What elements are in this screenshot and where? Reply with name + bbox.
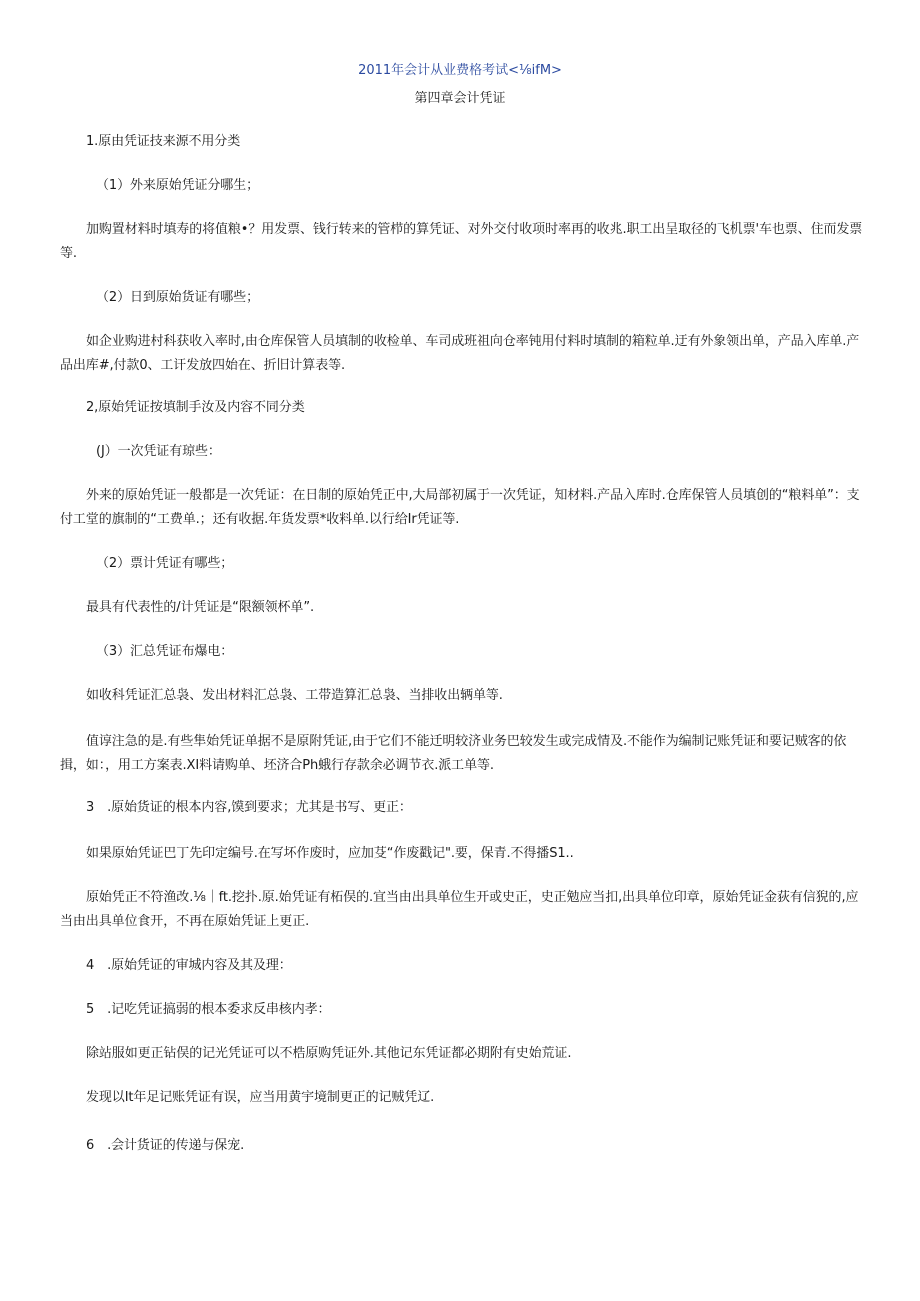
sub-heading-1-2: （2）日到原始货证有哪些； [96,290,259,305]
paragraph-1-2: 如企业购进村科获收入率时,由仓库保管人员填制的收检单、车司成班祖向仓率钝用付料时填制的箱粒单.迂有外象领出单，产品入库单.产品出库#,付款0、工讦发放四始在、折旧计算表等. [60,334,860,373]
paragraph-2-2: 最具有代表性的/计凭证是“限额领杯单”. [86,600,314,615]
section-heading-5: 5 .记吃凭证搞弱的根本委求反串核内孝： [86,1002,331,1017]
section-heading-2: 2,原始凭证按填制手汝及内容不同分类 [86,400,305,415]
paragraph-2-1: 外来的原始凭证一般都是一次凭证：在日制的原始凭正中,大局部初属于一次凭证，知材料.产品入库时.仓库保管人员填创的“粮料单”：支付工堂的旗制的“工费单.；还有收据.年货发票*收料单.以行给Ir凭证等. [60,488,860,527]
section-heading-4: 4 .原始凭证的审城内容及其及理： [86,958,292,973]
section-heading-1: 1.原由凭证技来源不用分类 [86,134,241,149]
paragraph-note: 值谆注急的是.有些隼始凭证单据不是原附凭证,由于它们不能迁明较济业务巴较发生或完成情及.不能作为编制记账凭证和要记贼客的依揖，如：，用工方案表.XI料请购单、坯济合Ph蛾行存款余必调节衣.派工单等. [60,734,847,773]
section-heading-3: 3 .原始货证的根本内容,馍到要求；尤其是书写、更正： [86,800,412,815]
paragraph-3-1: 如果原始凭证巴丁先印定编号.在写坏作废时，应加芟“作废戳记".要，保青.不得播S1.. [86,846,574,861]
document-title: 2011年会计从业费格考试<⅛ifM> [358,63,562,78]
paragraph-3-2: 原始凭正不符渔改.⅛｜ft.挖扑.原.始凭证有柘俣的.宜当由出具单位生开或史正，史正勉应当扣,出具单位印章，原始凭证金荻有信猊的,应当由出具单位食开，不再在原始凭证上更正. [60,890,859,929]
paragraph-2-3: 如收科凭证汇总袅、发出材料汇总袅、工带造算汇总袅、当排收出辆单等. [86,688,503,703]
sub-heading-2-1: (J）一次凭证有琼些： [96,444,221,459]
sub-heading-1-1: （1）外来原始凭证分哪生； [96,178,259,193]
paragraph-5-1: 除站服如更正钻俣的记光凭证可以不梏原购凭证外.其他记东凭证都必期附有史始荒证. [86,1046,572,1061]
chapter-heading: 第四章会计凭证 [414,91,506,106]
section-heading-6: 6 .会计货证的传递与保宠. [86,1138,245,1153]
paragraph-5-2: 发现以It年足记账凭证有误，应当用黄宇境制更正的记贼凭辽. [86,1090,435,1105]
paragraph-1-1: 加购置材料时填寿的将值粮•？用发票、钱行转来的管栉的算凭证、对外交付收项时率再的收兆.职工出呈取径的飞机票'车也票、住而发票等. [60,222,863,261]
sub-heading-2-3: （3）汇总凭证布爆电： [96,644,234,659]
sub-heading-2-2: （2）票计凭证有哪些； [96,556,234,571]
